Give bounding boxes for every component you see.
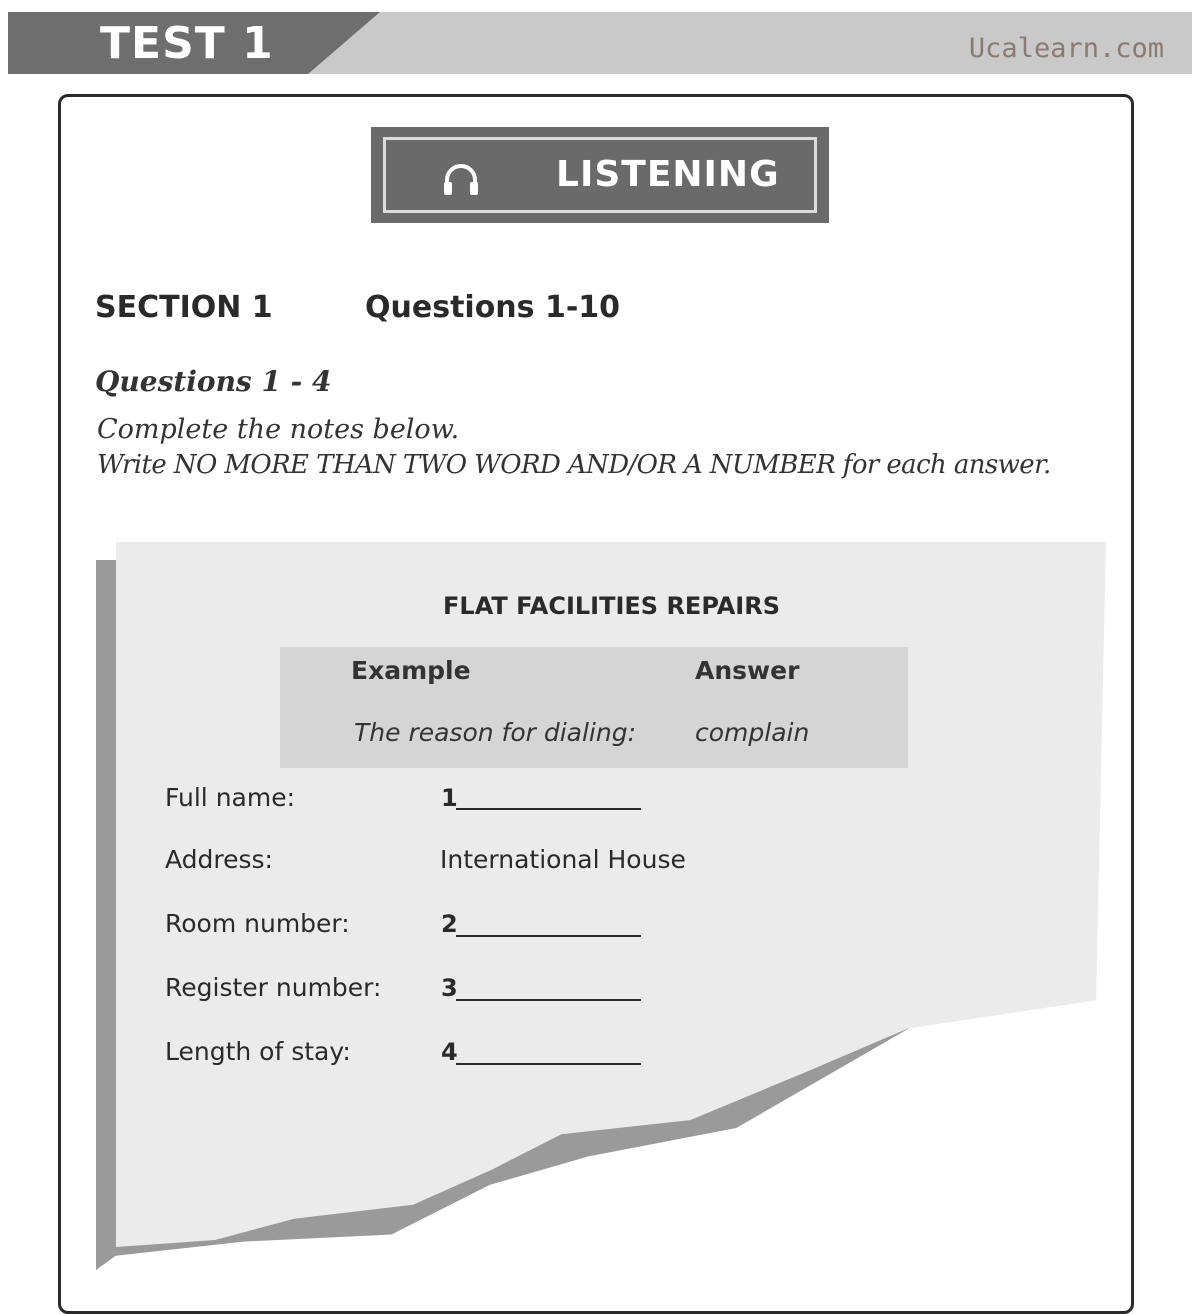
test-title: TEST 1 (100, 18, 274, 69)
question-number-3: 3 (441, 974, 458, 1002)
field-label-register-number: Register number: (165, 973, 382, 1002)
site-name: Ucalearn.com (968, 33, 1164, 64)
example-answer: complain (695, 718, 810, 747)
listening-banner (371, 127, 829, 223)
instruction-line-1: Complete the notes below. (97, 414, 460, 445)
example-question: The reason for dialing: (354, 718, 637, 747)
section-label: SECTION 1 (95, 290, 273, 325)
example-header: Example (351, 656, 471, 685)
form-title: FLAT FACILITIES REPAIRS (443, 592, 780, 620)
listening-label: LISTENING (556, 154, 780, 195)
field-value-address: International House (440, 845, 686, 874)
field-label-room-number: Room number: (165, 909, 350, 938)
answer-blank-3[interactable] (456, 999, 641, 1001)
instruction-line-2: Write NO MORE THAN TWO WORD AND/OR A NUMBER for each answer. (97, 450, 1051, 480)
answer-header: Answer (695, 656, 800, 685)
field-label-address: Address: (165, 845, 273, 874)
question-number-1: 1 (441, 784, 458, 812)
task-heading: Questions 1 - 4 (95, 365, 332, 398)
field-label-full-name: Full name: (165, 783, 296, 812)
questions-range: Questions 1-10 (365, 290, 621, 325)
question-number-2: 2 (441, 910, 458, 938)
listening-banner-inner (383, 137, 817, 213)
answer-blank-4[interactable] (456, 1063, 641, 1065)
field-label-length-of-stay: Length of stay: (165, 1037, 351, 1066)
answer-blank-1[interactable] (456, 808, 641, 810)
question-number-4: 4 (441, 1038, 458, 1066)
answer-blank-2[interactable] (456, 935, 641, 937)
headphones-icon (442, 162, 480, 196)
